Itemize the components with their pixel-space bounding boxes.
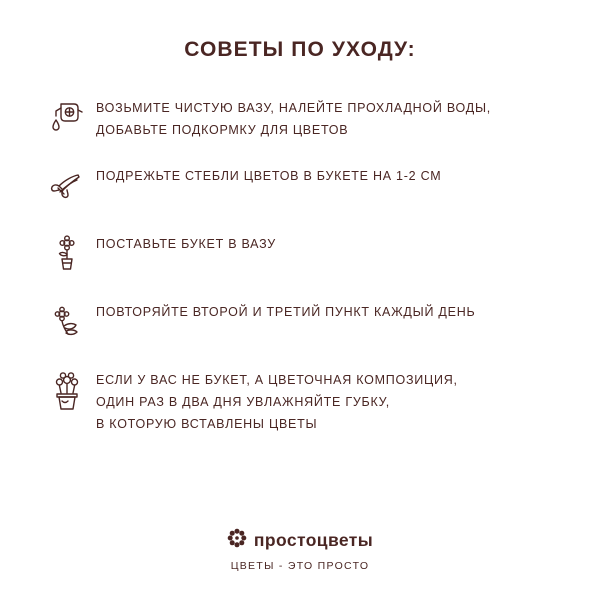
- flower-in-vase-icon: [38, 232, 96, 274]
- list-item: [30, 232, 570, 300]
- tip-line: ЕСЛИ У ВАС НЕ БУКЕТ, А ЦВЕТОЧНАЯ КОМПОЗИЦИЯ,: [96, 373, 458, 387]
- brand-logo: [227, 528, 373, 553]
- flower-pot-arrangement-icon: [38, 368, 96, 414]
- tip-line: ВОЗЬМИТЕ ЧИСТУЮ ВАЗУ, НАЛЕЙТЕ ПРОХЛАДНОЙ ВОДЫ,: [96, 101, 491, 115]
- tip-line: ОДИН РАЗ В ДВА ДНЯ УВЛАЖНЯЙТЕ ГУБКУ,: [96, 394, 390, 409]
- brand-name: простоцветы: [253, 530, 374, 550]
- flower-logo-icon: [227, 528, 247, 553]
- list-item: [30, 368, 570, 436]
- pruning-shears-icon: [38, 164, 96, 206]
- list-item: [30, 164, 570, 232]
- flower-with-leaves-icon: [38, 300, 96, 342]
- tip-line: ПОСТАВЬТЕ БУКЕТ В ВАЗУ: [96, 237, 276, 251]
- list-item-text: [96, 164, 441, 188]
- tips-list: [30, 96, 570, 436]
- list-item-text: [96, 96, 491, 142]
- watering-can-drop-icon: [38, 96, 96, 138]
- list-item: [30, 300, 570, 368]
- footer: [30, 528, 570, 590]
- tip-line: ПОВТОРЯЙТЕ ВТОРОЙ И ТРЕТИЙ ПУНКТ КАЖДЫЙ ДЕНЬ: [96, 305, 476, 319]
- list-item: [30, 96, 570, 164]
- tip-line: ДОБАВЬТЕ ПОДКОРМКУ ДЛЯ ЦВЕТОВ: [96, 122, 349, 137]
- tip-line: В КОТОРУЮ ВСТАВЛЕНЫ ЦВЕТЫ: [96, 416, 318, 431]
- list-item-text: [96, 232, 276, 256]
- list-item-text: [96, 368, 458, 436]
- tip-line: ПОДРЕЖЬТЕ СТЕБЛИ ЦВЕТОВ В БУКЕТЕ НА 1-2 СМ: [96, 169, 442, 183]
- page-title: СОВЕТЫ ПО УХОДУ:: [184, 38, 416, 61]
- brand-tagline: ЦВЕТЫ - ЭТО ПРОСТО: [230, 560, 370, 572]
- list-item-text: [96, 300, 475, 324]
